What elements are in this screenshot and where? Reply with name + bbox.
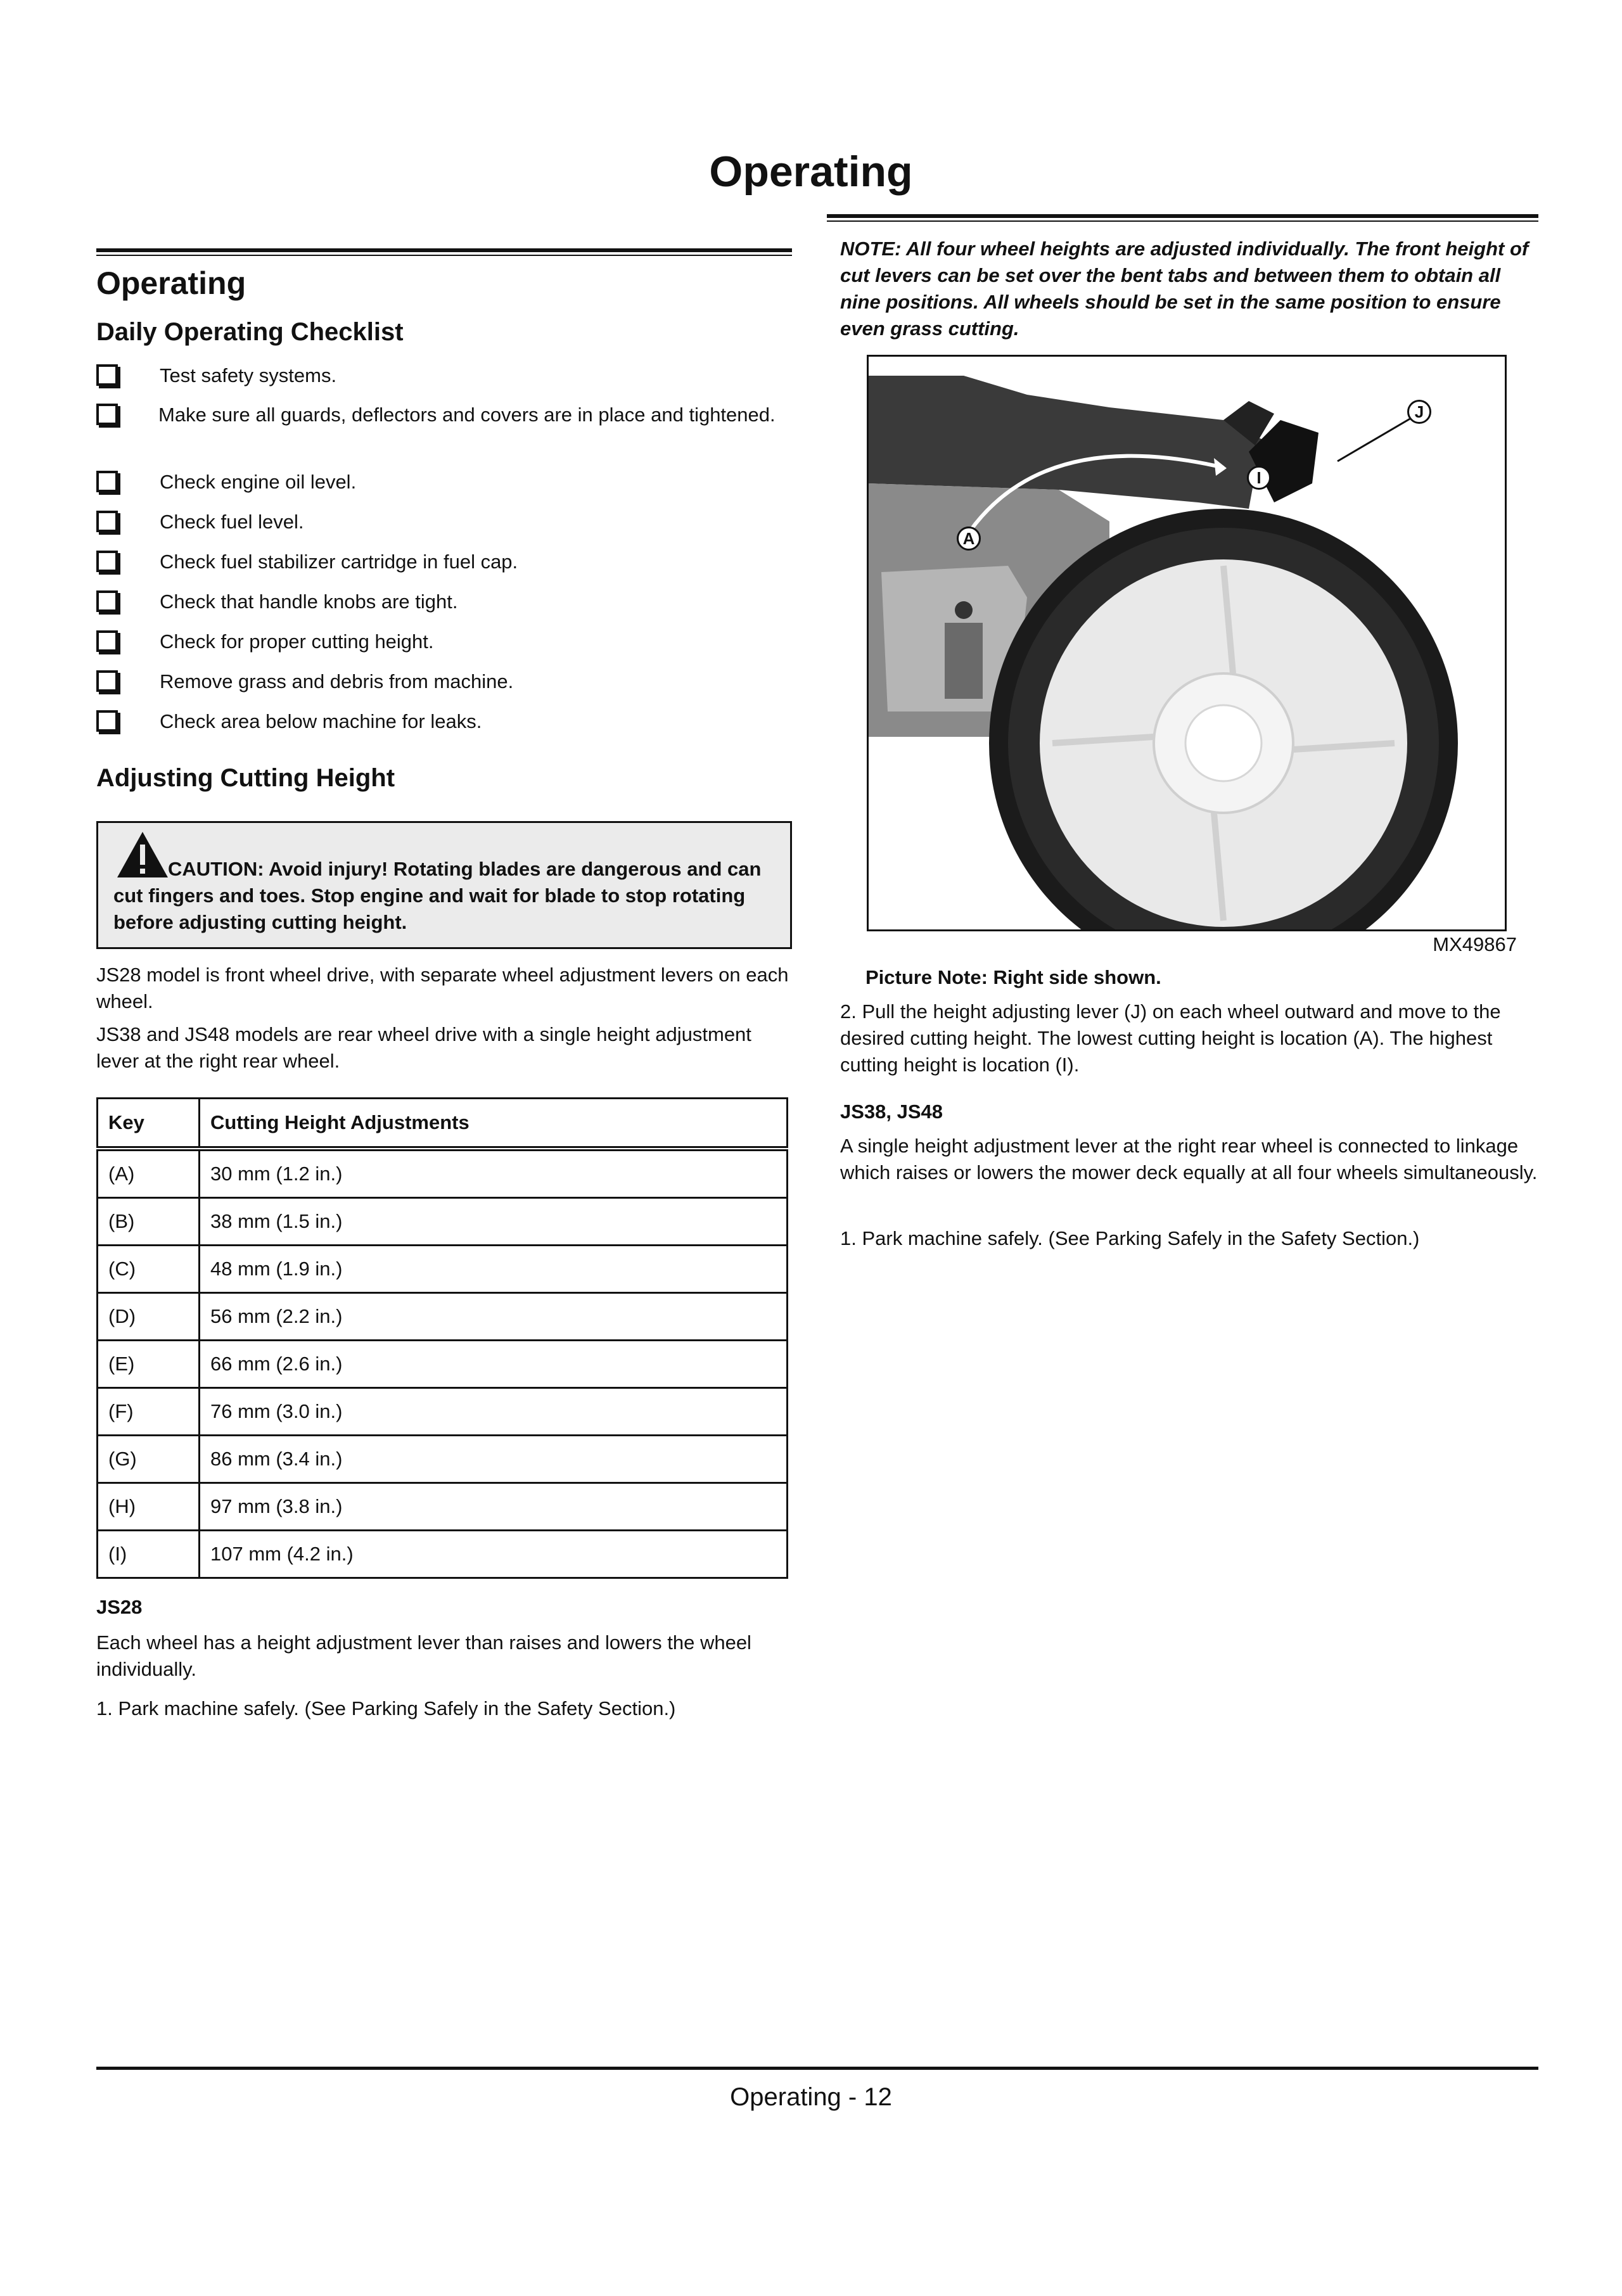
table-cell: (F)	[98, 1388, 200, 1436]
checkbox-icon	[96, 710, 118, 732]
table-cell: 38 mm (1.5 in.)	[200, 1198, 788, 1246]
caution-text: CAUTION: Avoid injury! Rotating blades are dangerous and can cut fingers and toes. Stop engine and wait for blade to stop rotating before adjusting cutting height.	[113, 858, 762, 933]
table-cell: (C)	[98, 1246, 200, 1293]
page-title: Operating	[709, 148, 913, 196]
table-cell: 48 mm (1.9 in.)	[200, 1246, 788, 1293]
checkbox-icon	[96, 551, 118, 572]
checklist-item: Test safety systems.	[96, 362, 792, 389]
checkbox-icon	[96, 404, 118, 425]
table-row	[98, 1388, 788, 1436]
js38-js48-title: JS38, JS48	[840, 1100, 943, 1123]
checklist-item: Check engine oil level.	[96, 469, 792, 495]
table-cell: 66 mm (2.6 in.)	[200, 1341, 788, 1388]
table-cell: 56 mm (2.2 in.)	[200, 1293, 788, 1341]
checklist-item: Make sure all guards, deflectors and covers are in place and tightened.	[96, 402, 792, 428]
table-row	[98, 1246, 788, 1293]
table-cell: (H)	[98, 1483, 200, 1531]
table-row	[98, 1293, 788, 1341]
paragraph: Each wheel has a height adjustment lever than raises and lowers the wheel individually.	[96, 1631, 751, 1680]
checklist-item: Check fuel stabilizer cartridge in fuel cap.	[96, 549, 792, 575]
footer-rule	[96, 2067, 1538, 2070]
section-rule	[96, 248, 792, 256]
table-row	[98, 1341, 788, 1388]
caution-box	[96, 821, 792, 949]
checklist-item: Check for proper cutting height.	[96, 628, 792, 655]
callout-i: I	[1247, 466, 1271, 490]
table-cell: (G)	[98, 1436, 200, 1483]
cutting-height-table	[96, 1097, 788, 1579]
table-row	[98, 1531, 788, 1578]
table-header: Key	[98, 1099, 200, 1149]
callout-j: J	[1407, 400, 1431, 424]
table-cell: 107 mm (4.2 in.)	[200, 1531, 788, 1578]
header-rule	[827, 214, 1538, 222]
page-footer: Operating - 12	[730, 2083, 892, 2111]
checklist-item: Check that handle knobs are tight.	[96, 589, 792, 615]
paragraph: JS28 model is front wheel drive, with separate wheel adjustment levers on each wheel.	[96, 964, 789, 1012]
checklist-title: Daily Operating Checklist	[96, 318, 404, 346]
table-cell: 76 mm (3.0 in.)	[200, 1388, 788, 1436]
adjusting-title: Adjusting Cutting Height	[96, 764, 395, 792]
wheel-illustration	[869, 357, 1505, 929]
callout-a: A	[957, 526, 981, 551]
checkbox-icon	[96, 630, 118, 652]
checkbox-icon	[96, 590, 118, 612]
figure-id: MX49867	[1433, 933, 1517, 955]
checkbox-icon	[96, 364, 118, 386]
checkbox-icon	[96, 670, 118, 692]
table-row	[98, 1149, 788, 1198]
table-cell: 30 mm (1.2 in.)	[200, 1149, 788, 1198]
table-cell: (A)	[98, 1149, 200, 1198]
table-row	[98, 1198, 788, 1246]
checklist-item: Check area below machine for leaks.	[96, 708, 792, 735]
paragraph: JS38 and JS48 models are rear wheel drive with a single height adjustment lever at the right rear wheel.	[96, 1023, 751, 1072]
wheel-photo	[867, 355, 1507, 931]
checklist-item: Remove grass and debris from machine.	[96, 668, 792, 695]
checklist-item: Check fuel level.	[96, 509, 792, 535]
table-cell: (B)	[98, 1198, 200, 1246]
checkbox-icon	[96, 511, 118, 532]
picture-note: Picture Note: Right side shown.	[865, 966, 1161, 988]
table-header: Cutting Height Adjustments	[200, 1099, 788, 1149]
table-cell: (I)	[98, 1531, 200, 1578]
table-row	[98, 1436, 788, 1483]
section-title: Operating	[96, 265, 246, 301]
checkbox-icon	[96, 471, 118, 492]
js28-title: JS28	[96, 1596, 143, 1618]
table-row	[98, 1483, 788, 1531]
note-text: NOTE: All four wheel heights are adjusted individually. The front height of cut levers can be set over the bent tabs and between them to obtain all nine positions. All wheels should be set in the same position to ensure even grass cutting.	[840, 238, 1529, 340]
table-header-row	[98, 1099, 788, 1149]
table-cell: (E)	[98, 1341, 200, 1388]
step-text: 2. Pull the height adjusting lever (J) on each wheel outward and move to the desired cutting height. The lowest cutting height is location (A). The highest cutting height is location (I).	[840, 1000, 1501, 1076]
step-text: 1. Park machine safely. (See Parking Safely in the Safety Section.)	[96, 1697, 676, 1719]
table-cell: (D)	[98, 1293, 200, 1341]
table-cell: 86 mm (3.4 in.)	[200, 1436, 788, 1483]
paragraph: A single height adjustment lever at the right rear wheel is connected to linkage which raises or lowers the mower deck equally at all four wheels simultaneously.	[840, 1135, 1538, 1183]
step-text: 1. Park machine safely. (See Parking Safely in the Safety Section.)	[840, 1227, 1420, 1249]
table-cell: 97 mm (3.8 in.)	[200, 1483, 788, 1531]
